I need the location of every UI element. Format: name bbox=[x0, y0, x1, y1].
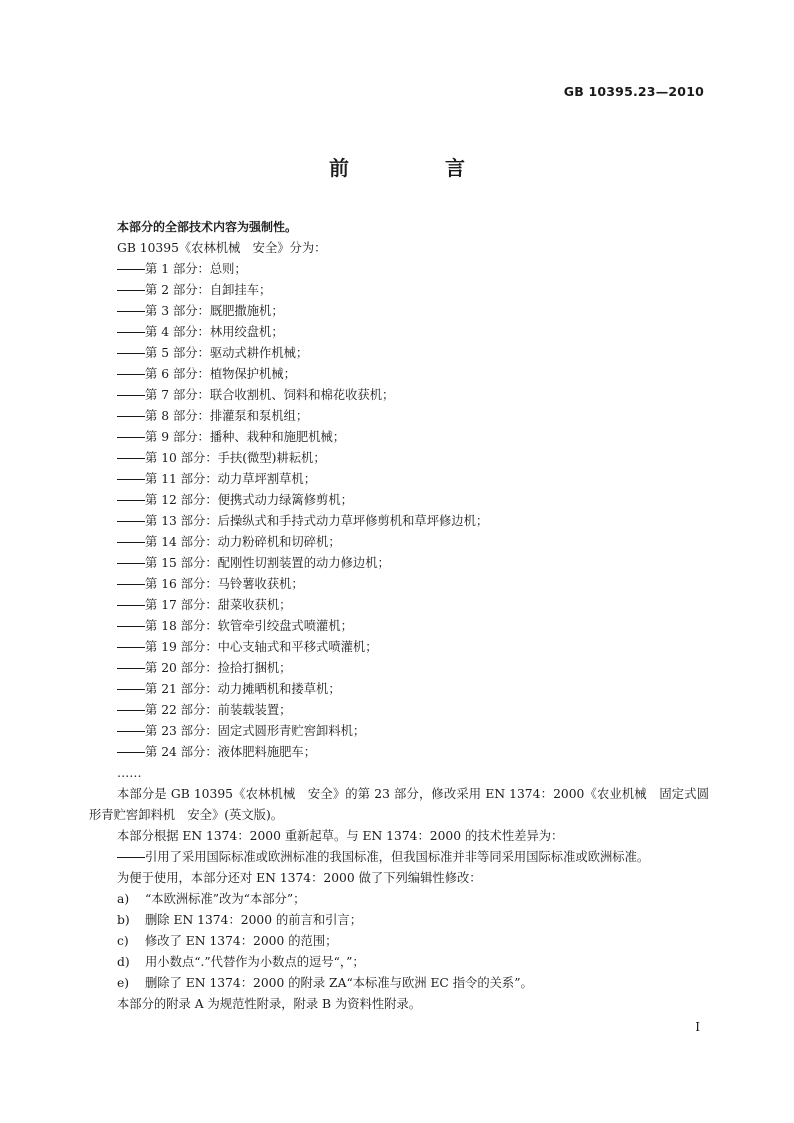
dash-mark bbox=[117, 668, 145, 669]
dash-mark bbox=[117, 521, 145, 522]
list-item bbox=[89, 385, 709, 406]
list-item bbox=[89, 553, 709, 574]
dash-mark bbox=[117, 563, 145, 564]
dash-mark bbox=[117, 458, 145, 459]
list-item bbox=[89, 721, 709, 742]
part-text: 第 7 部分：联合收割机、饲料和棉花收获机； bbox=[145, 388, 395, 402]
part-text: 第 13 部分：后操纵式和手持式动力草坪修剪机和草坪修边机； bbox=[145, 514, 489, 528]
list-item bbox=[89, 574, 709, 595]
list-item bbox=[89, 742, 709, 763]
dash-mark bbox=[117, 500, 145, 501]
list-item bbox=[89, 952, 709, 973]
item-label: d) bbox=[117, 955, 130, 969]
list-item bbox=[89, 343, 709, 364]
list-item bbox=[89, 448, 709, 469]
list-item bbox=[89, 427, 709, 448]
part-text: 第 2 部分：自卸挂车； bbox=[145, 283, 272, 297]
item-label: a) bbox=[117, 892, 130, 906]
list-item bbox=[89, 973, 709, 994]
part-text: 第 4 部分：林用绞盘机； bbox=[145, 325, 284, 339]
dash-mark bbox=[117, 857, 145, 858]
part-text: 第 1 部分：总则； bbox=[145, 262, 247, 276]
list-item bbox=[89, 406, 709, 427]
dash-mark bbox=[117, 626, 145, 627]
dash-mark bbox=[117, 416, 145, 417]
dash-mark bbox=[117, 647, 145, 648]
part-text: 第 22 部分：前装载装置； bbox=[145, 703, 292, 717]
dash-mark bbox=[117, 437, 145, 438]
part-text: 第 5 部分：驱动式耕作机械； bbox=[145, 346, 309, 360]
dash-mark bbox=[117, 752, 145, 753]
list-item bbox=[89, 931, 709, 952]
list-item bbox=[89, 658, 709, 679]
foreword-body bbox=[89, 217, 709, 1015]
part-text: 第 10 部分：手扶(微型)耕耘机； bbox=[145, 451, 326, 465]
item-text: 删除了 EN 1374：2000 的附录 ZA“本标准与欧洲 EC 指令的关系”。 bbox=[145, 976, 533, 990]
dash-mark bbox=[117, 353, 145, 354]
dash-mark bbox=[117, 605, 145, 606]
series-intro: GB 10395《农林机械 安全》分为： bbox=[117, 241, 327, 255]
list-item bbox=[89, 616, 709, 637]
dash-mark bbox=[117, 689, 145, 690]
part-text: 第 19 部分：中心支轴式和平移式喷灌机； bbox=[145, 640, 378, 654]
item-label: c) bbox=[117, 934, 129, 948]
list-item bbox=[89, 511, 709, 532]
dash-mark bbox=[117, 731, 145, 732]
appendix-note: 本部分的附录 A 为规范性附录，附录 B 为资料性附录。 bbox=[117, 997, 422, 1011]
list-item bbox=[89, 322, 709, 343]
list-item bbox=[89, 532, 709, 553]
item-text: 用小数点“.”代替作为小数点的逗号“，”； bbox=[145, 955, 365, 969]
parts-list bbox=[89, 259, 709, 763]
dash-mark bbox=[117, 374, 145, 375]
item-label: b) bbox=[117, 913, 130, 927]
tech-difference bbox=[89, 847, 709, 868]
dash-mark bbox=[117, 290, 145, 291]
item-text: 修改了 EN 1374：2000 的范围； bbox=[145, 934, 338, 948]
page-title: 前 言 bbox=[329, 156, 503, 180]
part-text: 第 14 部分：动力粉碎机和切碎机； bbox=[145, 535, 341, 549]
dash-mark bbox=[117, 542, 145, 543]
tech-difference-text: 引用了采用国际标准或欧洲标准的我国标准，但我国标准并非等同采用国际标准或欧洲标准。 bbox=[145, 850, 650, 864]
dash-mark bbox=[117, 395, 145, 396]
part-text: 第 20 部分：捡拾打捆机； bbox=[145, 661, 292, 675]
part-text: 第 3 部分：厩肥撒施机； bbox=[145, 304, 284, 318]
list-item bbox=[89, 469, 709, 490]
dash-mark bbox=[117, 710, 145, 711]
list-item bbox=[89, 700, 709, 721]
item-label: e) bbox=[117, 976, 130, 990]
mandatory-statement: 本部分的全部技术内容为强制性。 bbox=[117, 220, 298, 234]
list-item bbox=[89, 889, 709, 910]
dash-mark bbox=[117, 269, 145, 270]
dash-mark bbox=[117, 479, 145, 480]
dash-mark bbox=[117, 311, 145, 312]
ellipsis: …… bbox=[117, 766, 142, 780]
list-item bbox=[89, 910, 709, 931]
part-text: 第 15 部分：配刚性切割装置的动力修边机； bbox=[145, 556, 390, 570]
part-text: 第 9 部分：播种、栽种和施肥机械； bbox=[145, 430, 346, 444]
part-text: 第 12 部分：便携式动力绿篱修剪机； bbox=[145, 493, 353, 507]
part-text: 第 17 部分：甜菜收获机； bbox=[145, 598, 292, 612]
part-text: 第 21 部分：动力摊晒机和搂草机； bbox=[145, 682, 341, 696]
list-item bbox=[89, 637, 709, 658]
part-text: 第 18 部分：软管牵引绞盘式喷灌机； bbox=[145, 619, 353, 633]
part-text: 第 16 部分：马铃薯收获机； bbox=[145, 577, 304, 591]
list-item bbox=[89, 301, 709, 322]
adoption-paragraph: 本部分是 GB 10395《农林机械 安全》的第 23 部分，修改采用 EN 1374：2000《农业机械 固定式圆形青贮窖卸料机 安全》(英文版)。 bbox=[89, 787, 709, 822]
list-item bbox=[89, 595, 709, 616]
part-text: 第 24 部分：液体肥料施肥车； bbox=[145, 745, 317, 759]
redrafted-statement: 本部分根据 EN 1374：2000 重新起草。与 EN 1374：2000 的技术性差异为： bbox=[117, 829, 564, 843]
page-number: I bbox=[695, 1020, 700, 1034]
standard-code: GB 10395.23—2010 bbox=[563, 84, 704, 99]
item-text: “本欧洲标准”改为“本部分”； bbox=[145, 892, 306, 906]
list-item bbox=[89, 364, 709, 385]
part-text: 第 6 部分：植物保护机械； bbox=[145, 367, 296, 381]
part-text: 第 23 部分：固定式圆形青贮窖卸料机； bbox=[145, 724, 366, 738]
part-text: 第 11 部分：动力草坪割草机； bbox=[145, 472, 317, 486]
editorial-intro: 为便于使用，本部分还对 EN 1374：2000 做了下列编辑性修改： bbox=[117, 871, 482, 885]
dash-mark bbox=[117, 584, 145, 585]
dash-mark bbox=[117, 332, 145, 333]
list-item bbox=[89, 280, 709, 301]
list-item bbox=[89, 490, 709, 511]
list-item bbox=[89, 259, 709, 280]
list-item bbox=[89, 679, 709, 700]
part-text: 第 8 部分：排灌泵和泵机组； bbox=[145, 409, 309, 423]
editorial-changes-list bbox=[89, 889, 709, 994]
item-text: 删除 EN 1374：2000 的前言和引言； bbox=[145, 913, 363, 927]
